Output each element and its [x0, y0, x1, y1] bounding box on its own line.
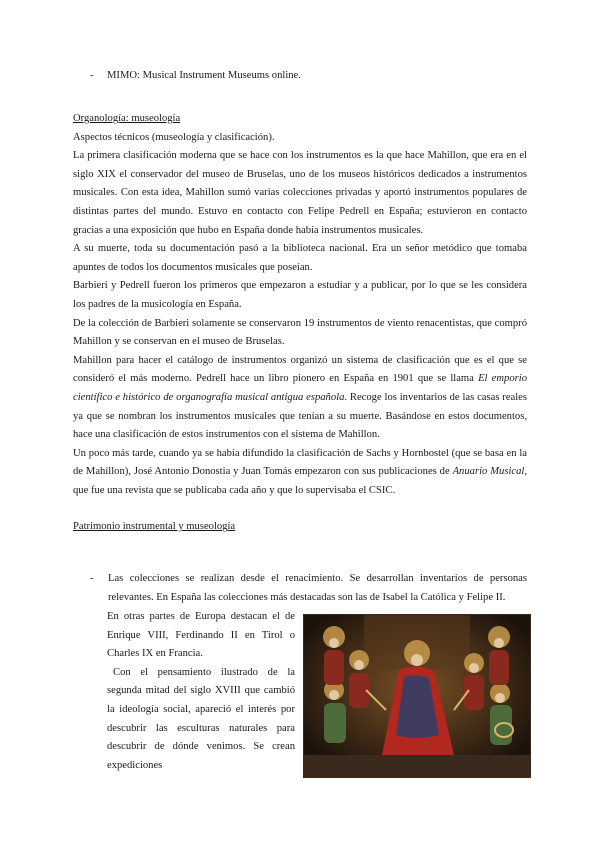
section-heading-patrimonio: Patrimonio instrumental y museología: [73, 521, 236, 533]
paragraph-mahillon: La primera clasificación moderna que se hace con los instrumentos es la que hace Mahillon, que era en el siglo XIX el conservador del museo de Bruselas, uno de los museos históricos dedicados a instrumentos musicales. Con esta idea, Mahillon sumó varias colecciones privadas y aportó instrumentos populares de distintas partes del mundo. Estuvo en contacto con Felipe Pedrell en España; estuvieron en contacto gracias a una exposición que hubo en España donde había instrumentos musicales.: [73, 150, 527, 236]
section-organologia: [73, 110, 527, 537]
bullet-list-patrimonio: [90, 570, 527, 607]
catalogo-text-after: . Recoge los inventarios de las casas reales ya que se nombran los instrumentos musicales que tenían a su muerte. Basándose en estos documentos, hace una clasificación de estos instrumentos con el sistema de Mahillon.: [73, 391, 527, 441]
anuario-text-after: , que fue una revista que se publicaba cada año y que lo supervisaba el CSIC.: [73, 466, 527, 496]
paragraph-barbieri-pedrell: Barbieri y Pedrell fueron los primeros que empezaron a estudiar y a publicar, por lo que se les considera los padres de la musicología en España.: [73, 280, 527, 310]
paragraph-coleccion-barbieri: De la colección de Barbieri solamente se conservaron 19 instrumentos de viento renacentistas, que compró Mahillon y se conservan en el museo de Bruselas.: [73, 317, 527, 348]
book-title-emporio: El emporio científico e histórico de organografía musical antigua española: [73, 373, 527, 403]
bullet-colecciones: Las colecciones se realizan desde el renacimiento. Se desarrollan inventarios de personas relevantes. En España las colecciones más destacadas son las de Isabel la Católica y Felipe II.: [108, 573, 527, 603]
paragraph-muerte: A su muerte, toda su documentación pasó a la biblioteca nacional. Era un señor metódico que tomaba apuntes de todos los documentos musicales que poseían.: [73, 243, 527, 273]
journal-title-anuario: Anuario Musical: [452, 466, 525, 478]
bullet-dash: -: [90, 70, 94, 81]
subheading-aspectos: Aspectos técnicos (museología y clasificación).: [73, 131, 275, 143]
renaissance-painting-image: [303, 614, 531, 778]
bullet-mimo: MIMO: Musical Instrument Museums online.: [107, 70, 301, 81]
paragraph-anuario: [73, 445, 527, 501]
paragraph-ilustrado: Con el pensamiento ilustrado de la segunda mitad del siglo XVIII que cambió la ideología social, apareció el interés por descubrir las esculturas naturales para descubrir de dónde venimos. Se crean expediciones: [107, 666, 295, 771]
catalogo-text-before: Mahillon para hacer el catálogo de instrumentos organizó un sistema de clasificación que es el que se consideró el más moderno. Pedrell hace un libro pionero en España en 1901 que se llama: [73, 354, 527, 385]
anuario-text-before: Un poco más tarde, cuando ya se había difundido la clasificación de Sachs y Hornbostel (que se basa en la de Mahillon), José Antonio Donostia y Juan Tomás empezaron con sus publicaciones de: [73, 447, 527, 478]
painting-illustration: [304, 615, 530, 777]
wrapped-text: [107, 608, 295, 775]
list-item: [90, 570, 527, 607]
paragraph-europa: En otras partes de Europa destacan el de Enrique VIII, Ferdinando II en Tirol o Charles IX en Francia.: [107, 611, 295, 660]
section-heading-organologia: Organología: museología: [73, 113, 181, 124]
paragraph-catalogo: [73, 352, 527, 445]
bullet-dash: -: [90, 573, 94, 584]
